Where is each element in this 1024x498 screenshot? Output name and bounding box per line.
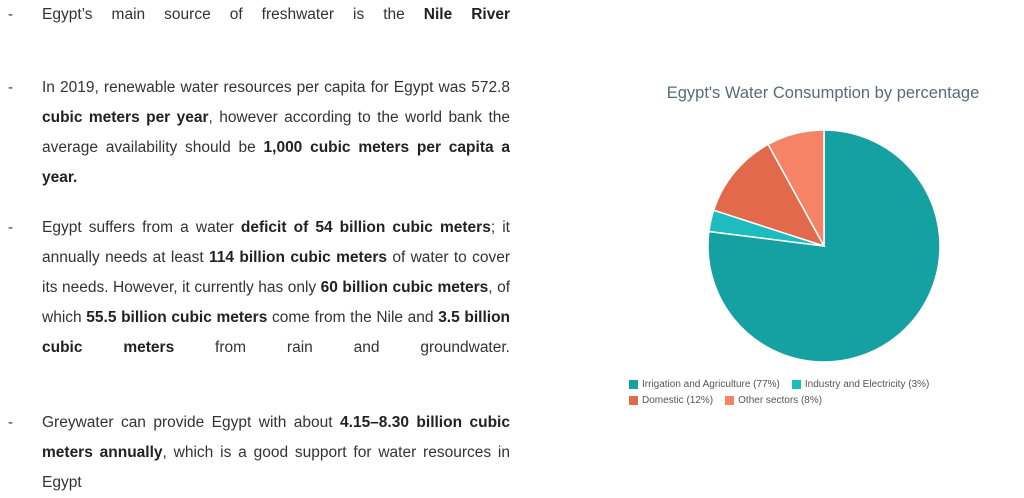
legend-item-2 — [792, 378, 930, 391]
pie-chart — [696, 118, 952, 374]
bullet-plain-text: , which is a good support for water resources in Egypt — [42, 444, 510, 491]
bullet-text — [42, 0, 510, 30]
legend-item-3 — [629, 394, 713, 407]
bullet-plain-text: , however according to the world bank the average availability should be — [42, 109, 510, 156]
legend-swatch — [725, 396, 734, 405]
legend-item-4 — [725, 394, 822, 407]
bullet-plain-text: ; it annually needs at least — [42, 219, 510, 266]
bullet-plain-text: Egypt’s main source of freshwater is the — [42, 6, 424, 23]
legend-swatch — [629, 396, 638, 405]
bullet-text — [42, 73, 510, 193]
legend-label: Other sectors (8%) — [738, 395, 823, 406]
bullet-bold-text: Nile River — [423, 6, 510, 23]
bullet-plain-text: from rain and groundwater. — [174, 339, 510, 356]
bullet-plain-text: , of which — [42, 279, 510, 326]
bullet-dash: - — [8, 6, 13, 23]
bullet-dash: - — [8, 79, 13, 96]
bullet-dash: - — [8, 414, 13, 431]
legend-label: Industry and Electricity (3%) — [804, 379, 930, 390]
legend-label: Irrigation and Agriculture (77%) — [642, 379, 780, 390]
bullet-plain-text: of water to cover its needs. However, it currently has only — [42, 249, 510, 296]
bullet-bold-text: deficit of 54 billion cubic meters — [240, 219, 491, 236]
chart-title: Egypt's Water Consumption by percentage — [666, 84, 980, 102]
bullet-bold-text: 55.5 billion cubic meters — [86, 309, 268, 326]
bullet-bold-text: cubic meters per year — [42, 109, 209, 126]
chart-legend — [629, 378, 1024, 407]
bullet-bold-text: 60 billion cubic meters — [320, 279, 489, 296]
bullet-bold-text: 3.5 billion cubic meters — [42, 309, 511, 356]
legend-row — [629, 378, 1024, 407]
bullet-plain-text: Egypt suffers from a water — [42, 219, 241, 236]
bullet-bold-text: 4.15–8.30 billion cubic meters annually — [42, 414, 510, 461]
bullet-bold-text: 114 billion cubic meters — [209, 249, 387, 266]
bullet-plain-text: Greywater can provide Egypt with about — [42, 414, 341, 431]
legend-label: Domestic (12%) — [642, 395, 714, 406]
bullet-text — [42, 408, 510, 498]
legend-swatch — [629, 380, 638, 389]
bullet-bold-text: 1,000 cubic meters per capita a year. — [42, 139, 510, 186]
bullet-dash: - — [8, 219, 13, 236]
bullet-plain-text: In 2019, renewable water resources per capita for Egypt was 572.8 — [42, 79, 510, 96]
bullet-plain-text: come from the Nile and — [267, 309, 439, 326]
legend-item-1 — [629, 378, 780, 391]
legend-swatch — [792, 380, 801, 389]
bullet-text — [42, 213, 510, 363]
